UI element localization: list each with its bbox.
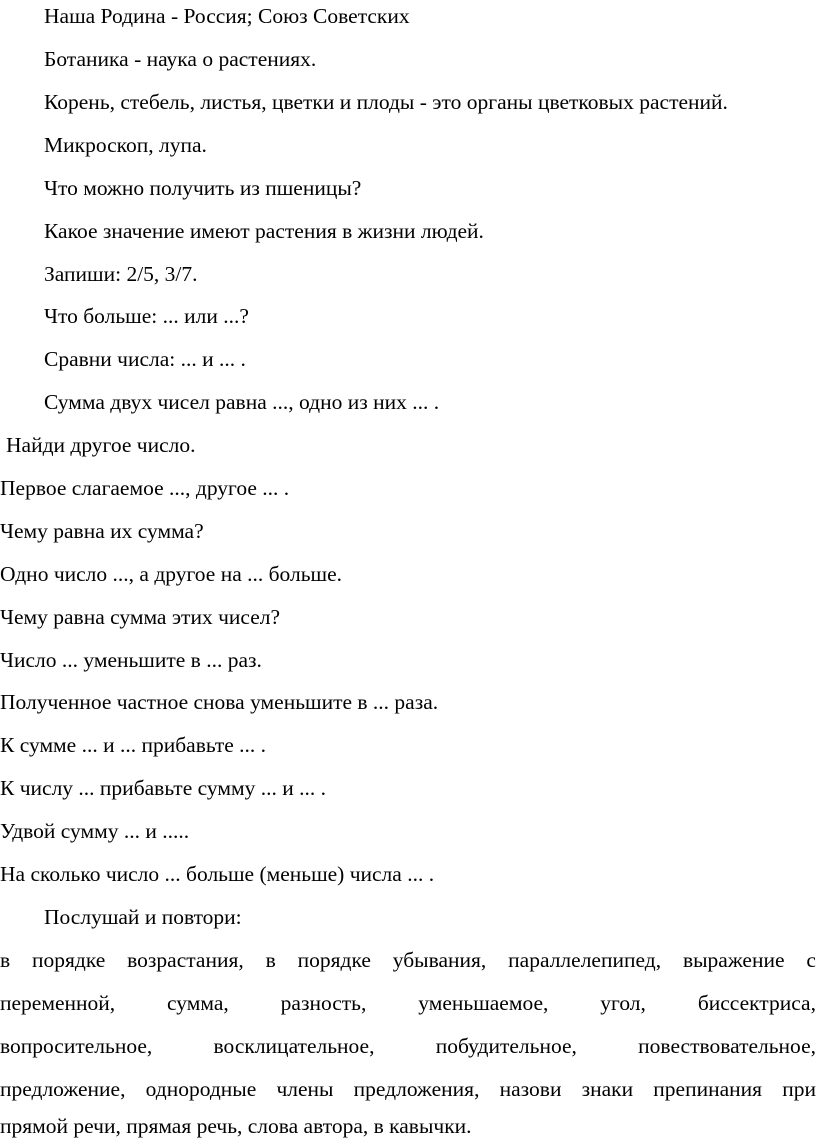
- paragraph-word: параллелепипед,: [508, 948, 662, 972]
- paragraph-word: разность,: [280, 991, 367, 1015]
- paragraph-word: в: [265, 948, 276, 972]
- text-line: Запиши: 2/5, 3/7.: [44, 262, 198, 286]
- paragraph-word: однородные: [145, 1077, 257, 1101]
- paragraph-word: предложения,: [353, 1077, 480, 1101]
- paragraph-word: члены: [276, 1077, 334, 1101]
- paragraph-line-words: [0, 991, 816, 1015]
- text-line: Найди другое число.: [6, 433, 196, 457]
- paragraph-word: в: [0, 948, 11, 972]
- text-line: К числу ... прибавьте сумму ... и ... .: [0, 776, 326, 800]
- paragraph-word: порядке: [297, 948, 371, 972]
- text-line: Микроскоп, лупа.: [44, 133, 207, 157]
- paragraph-word: с: [806, 948, 816, 972]
- text-line: К сумме ... и ... прибавьте ... .: [0, 733, 267, 757]
- paragraph-word: убывания,: [392, 948, 487, 972]
- paragraph-word: при: [782, 1077, 816, 1101]
- paragraph-line: [0, 1034, 816, 1060]
- paragraph-word: биссектриса,: [697, 991, 816, 1015]
- paragraph-word: возрастания,: [127, 948, 244, 972]
- paragraph-word: восклицательное,: [213, 1034, 375, 1058]
- paragraph-line: [0, 948, 816, 974]
- text-line: Удвой сумму ... и .....: [0, 819, 190, 843]
- text-line: Что больше: ... или ...?: [44, 304, 249, 328]
- paragraph-line: [0, 1077, 816, 1103]
- paragraph-line-words: [0, 1077, 816, 1101]
- paragraph-word: повествовательное,: [638, 1034, 816, 1058]
- paragraph-word: порядке: [32, 948, 106, 972]
- text-line: Ботаника - наука о растениях.: [44, 47, 317, 71]
- text-line: Чему равна сумма этих чисел?: [0, 605, 281, 629]
- paragraph-word: знаки: [581, 1077, 634, 1101]
- text-line: Послушай и повтори:: [44, 905, 242, 929]
- text-line: Чему равна их сумма?: [0, 519, 204, 543]
- text-line: Что можно получить из пшеницы?: [44, 176, 362, 200]
- paragraph-word: побудительное,: [435, 1034, 577, 1058]
- paragraph-line-words: [0, 948, 816, 972]
- paragraph-line-words: [0, 1034, 816, 1058]
- text-line: Первое слагаемое ..., другое ... .: [0, 476, 290, 500]
- paragraph-word: сумма,: [167, 991, 229, 1015]
- paragraph-word: назови: [499, 1077, 562, 1101]
- paragraph-word: угол,: [600, 991, 646, 1015]
- paragraph-word: выражение: [682, 948, 785, 972]
- text-line: Какое значение имеют растения в жизни людей.: [44, 219, 484, 243]
- paragraph-word: уменьшаемое,: [418, 991, 549, 1015]
- text-line: Число ... уменьшите в ... раз.: [0, 648, 262, 672]
- text-line: Наша Родина - Россия; Союз Советских: [44, 4, 410, 28]
- text-line: Корень, стебель, листья, цветки и плоды - это органы цветковых растений.: [44, 90, 728, 114]
- paragraph-word: переменной,: [0, 991, 116, 1015]
- text-line: Сумма двух чисел равна ..., одно из них ... .: [44, 390, 440, 414]
- text-line: Полученное частное снова уменьшите в ... раза.: [0, 690, 439, 714]
- paragraph-word: предложение,: [0, 1077, 126, 1101]
- paragraph-line: [0, 991, 816, 1017]
- text-line: Одно число ..., а другое на ... больше.: [0, 562, 343, 586]
- paragraph-last-line: прямой речи, прямая речь, слова автора, в кавычки.: [0, 1114, 472, 1138]
- paragraph-word: вопросительное,: [0, 1034, 153, 1058]
- text-line: Сравни числа: ... и ... .: [44, 347, 246, 371]
- paragraph-word: препинания: [653, 1077, 763, 1101]
- text-line: На сколько число ... больше (меньше) числа ... .: [0, 862, 435, 886]
